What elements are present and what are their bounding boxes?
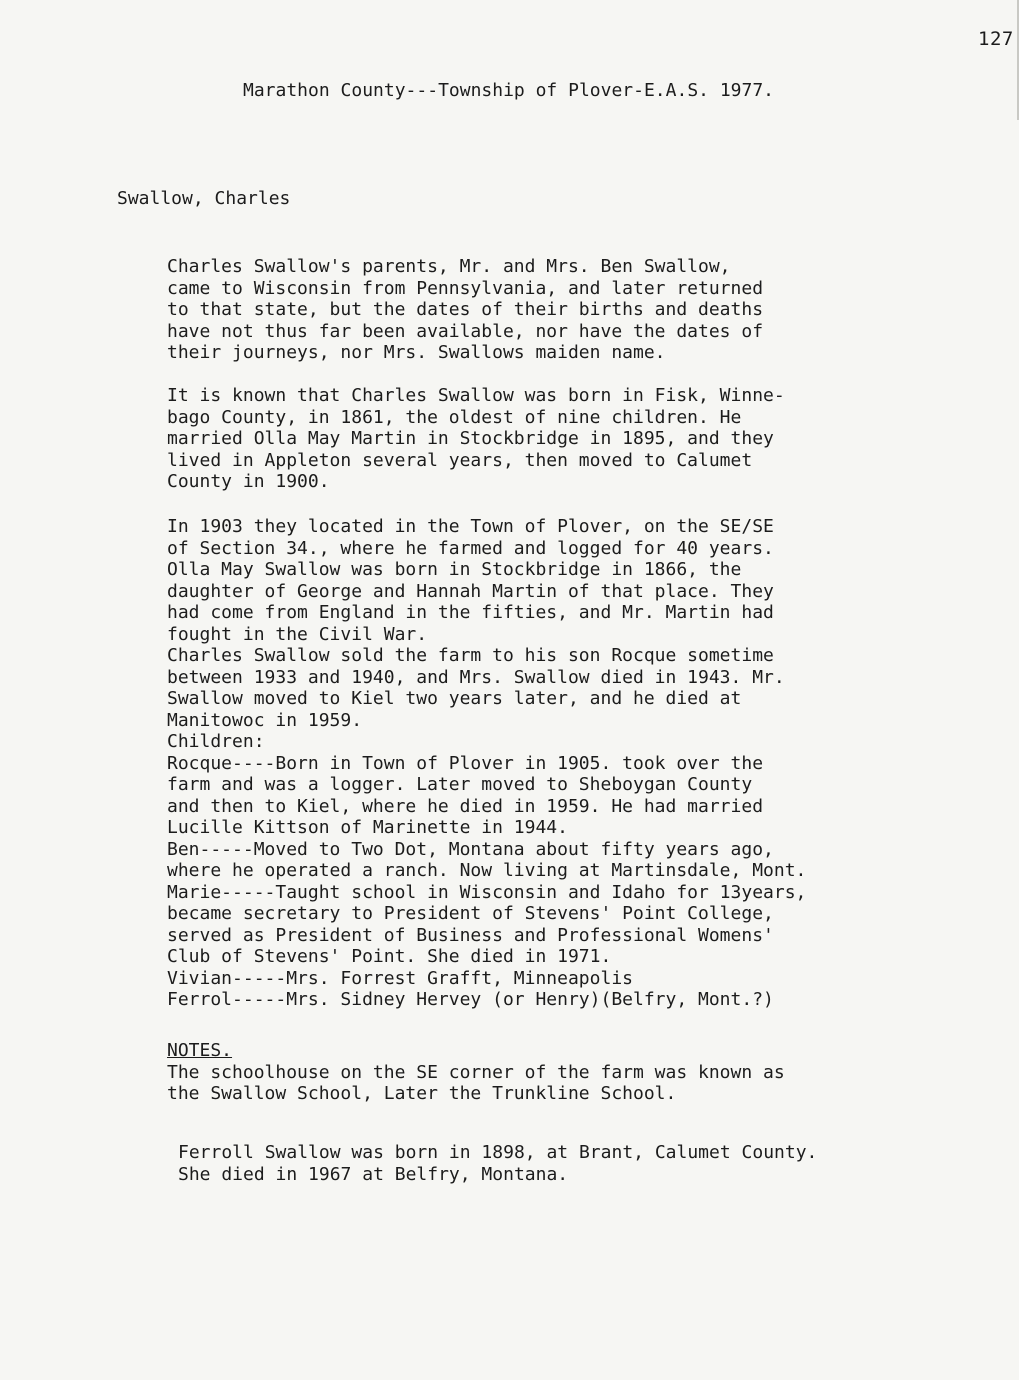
text-line: married Olla May Martin in Stockbridge in 1895, and they [167, 428, 774, 449]
text-line: It is known that Charles Swallow was born in Fisk, Winne- [167, 385, 785, 406]
text-line: bago County, in 1861, the oldest of nine children. He [167, 406, 742, 428]
text-line: became secretary to President of Stevens' Point College, [167, 903, 774, 924]
child-entry-ben: Ben-----Moved to Two Dot, Montana about fifty years ago, [167, 838, 774, 860]
text-line: County in 1900. [167, 471, 330, 492]
text-line: where he operated a ranch. Now living at Martinsdale, Mont. [167, 860, 807, 881]
text-line: Charles Swallow's parents, Mr. and Mrs. Ben Swallow, [167, 256, 731, 277]
child-entry-marie: Marie-----Taught school in Wisconsin and Idaho for 13years, [167, 881, 807, 903]
notes-heading: NOTES. [167, 1040, 233, 1061]
text-line: The schoolhouse on the SE corner of the farm was known as [167, 1061, 785, 1083]
text-line: their journeys, nor Mrs. Swallows maiden name. [167, 342, 666, 363]
text-line: the Swallow School, Later the Trunkline School. [167, 1083, 677, 1104]
text-line: came to Wisconsin from Pennsylvania, and later returned [167, 277, 764, 299]
text-line: Ferroll Swallow was born in 1898, at Brant, Calumet County. [178, 1142, 818, 1163]
text-line: Club of Stevens' Point. She died in 1971. [167, 946, 612, 967]
text-line: to that state, but the dates of their births and deaths [167, 299, 764, 320]
text-line: have not thus far been available, nor have the dates of [167, 320, 764, 342]
paragraph-birth-marriage [167, 385, 967, 493]
text-line: Swallow moved to Kiel two years later, and he died at [167, 688, 742, 709]
text-line: Charles Swallow sold the farm to his son Rocque sometime [167, 645, 774, 666]
text-line: served as President of Business and Professional Womens' [167, 924, 774, 946]
text-line: had come from England in the fifties, and Mr. Martin had [167, 602, 774, 623]
subject-name: Swallow, Charles [117, 188, 291, 209]
paragraph-plover-children [167, 516, 967, 1011]
notes-section [167, 1040, 967, 1105]
child-entry-rocque: Rocque----Born in Town of Plover in 1905. took over the [167, 752, 764, 774]
child-entry-ferrol: Ferrol-----Mrs. Sidney Hervey (or Henry)(Belfry, Mont.?) [167, 989, 774, 1010]
text-line: Olla May Swallow was born in Stockbridge in 1866, the [167, 559, 742, 580]
text-line: In 1903 they located in the Town of Plover, on the SE/SE [167, 516, 774, 537]
text-line: Lucille Kittson of Marinette in 1944. [167, 817, 568, 838]
text-line: daughter of George and Hannah Martin of that place. They [167, 580, 774, 602]
text-line: fought in the Civil War. [167, 623, 428, 645]
text-line: lived in Appleton several years, then moved to Calumet [167, 449, 753, 471]
document-header: Marathon County---Township of Plover-E.A.S. 1977. [243, 80, 775, 101]
children-heading: Children: [167, 731, 265, 752]
text-line: between 1933 and 1940, and Mrs. Swallow died in 1943. Mr. [167, 666, 785, 688]
addendum [178, 1142, 978, 1185]
text-line: She died in 1967 at Belfry, Montana. [178, 1163, 569, 1185]
text-line: and then to Kiel, where he died in 1959. He had married [167, 795, 764, 817]
text-line: Manitowoc in 1959. [167, 709, 363, 731]
page-number: 127 [978, 28, 1014, 50]
text-line: farm and was a logger. Later moved to Sheboygan County [167, 774, 753, 795]
child-entry-vivian: Vivian-----Mrs. Forrest Grafft, Minneapolis [167, 967, 633, 989]
text-line: of Section 34., where he farmed and logged for 40 years. [167, 537, 774, 559]
paragraph-parents [167, 256, 967, 364]
